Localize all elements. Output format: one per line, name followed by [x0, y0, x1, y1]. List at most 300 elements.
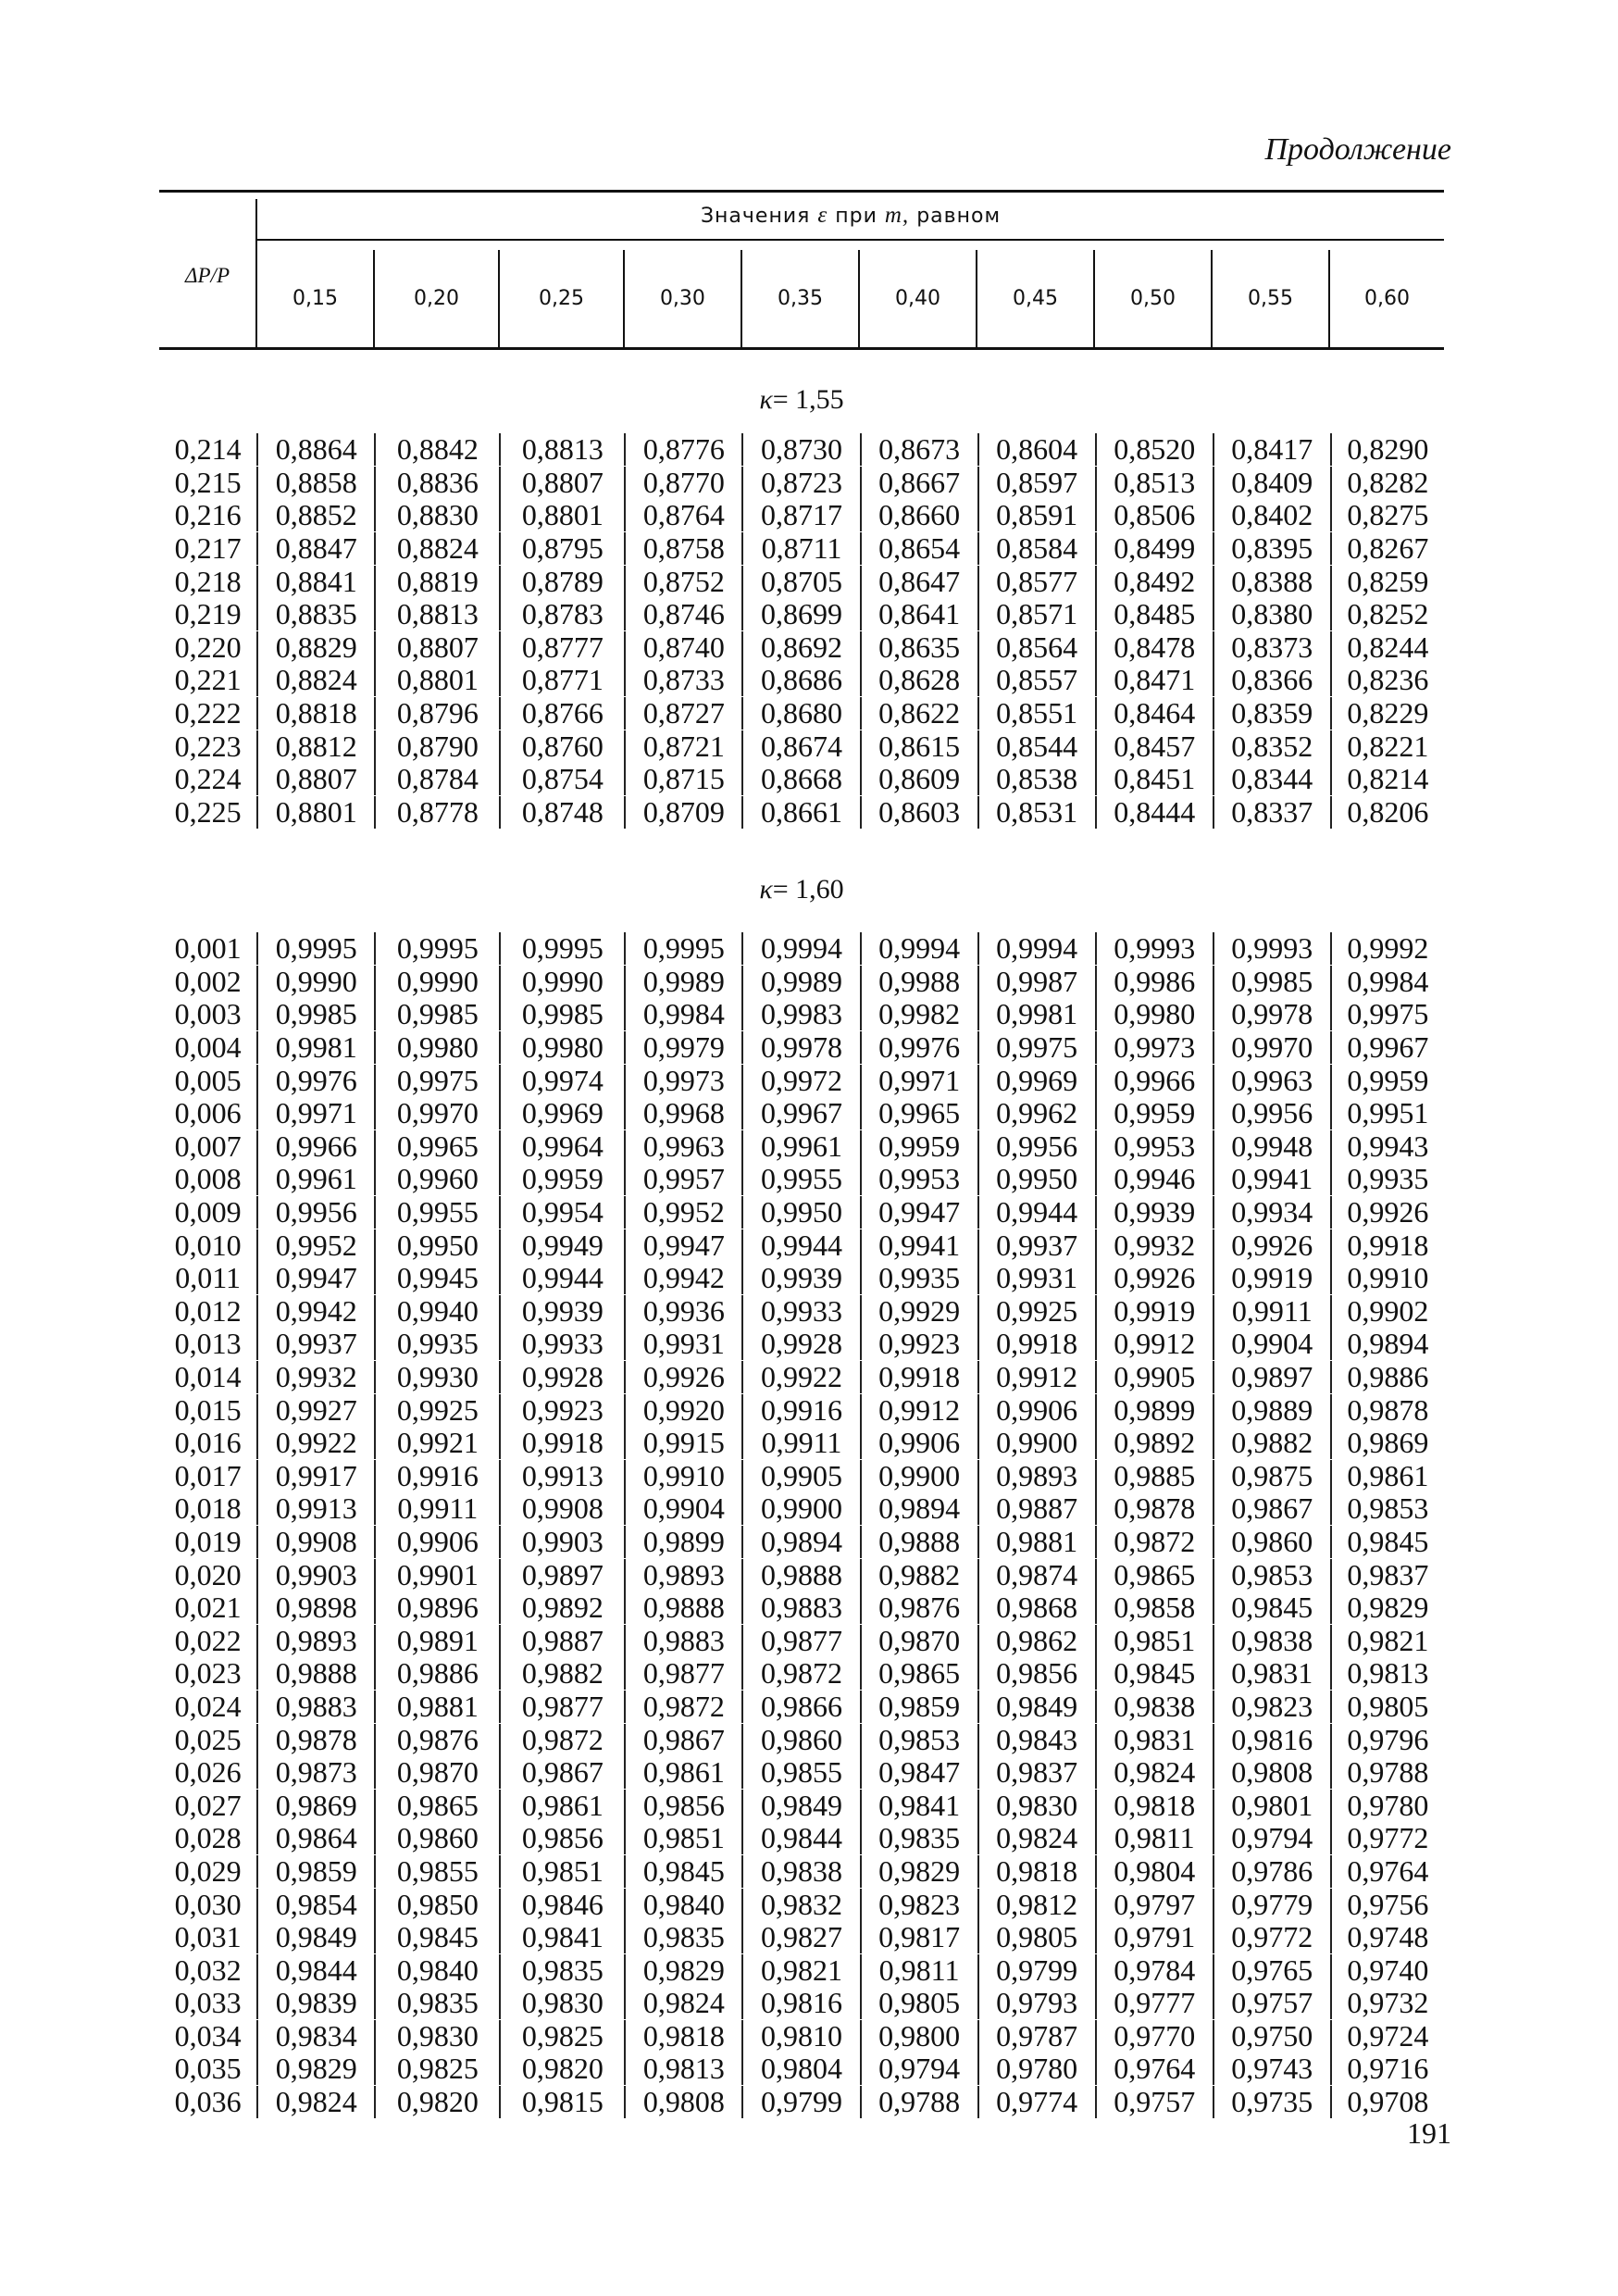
value-cell: 0,9948	[1213, 1130, 1330, 1163]
value-cell: 0,9891	[374, 1625, 499, 1657]
value-cell: 0,9799	[741, 2086, 859, 2118]
value-cell: 0,9932	[256, 1361, 374, 1393]
value-cell: 0,9972	[741, 1065, 859, 1097]
row-key-cell: 0,001	[174, 931, 242, 966]
value-cell: 0,9973	[624, 1065, 741, 1097]
value-cell: 0,8783	[499, 598, 624, 630]
value-cell: 0,9808	[1213, 1756, 1330, 1789]
value-cell: 0,8660	[860, 499, 977, 531]
value-cell: 0,8409	[1213, 467, 1330, 499]
value-cell: 0,9800	[860, 2020, 977, 2053]
value-cell: 0,8352	[1213, 730, 1330, 763]
value-cell: 0,9824	[1095, 1756, 1213, 1789]
value-cell: 0,8290	[1330, 433, 1444, 466]
value-cell: 0,9885	[1095, 1460, 1213, 1492]
value-cell: 0,8824	[374, 532, 499, 565]
value-cell: 0,9965	[374, 1130, 499, 1163]
value-cell: 0,9862	[977, 1625, 1095, 1657]
table-row	[159, 1691, 1444, 1724]
value-cell: 0,8740	[624, 631, 741, 664]
value-cell: 0,9772	[1213, 1921, 1330, 1953]
value-cell: 0,9953	[1095, 1130, 1213, 1163]
table-row	[159, 1987, 1444, 2020]
value-cell: 0,9846	[499, 1889, 624, 1921]
value-cell: 0,9994	[741, 932, 859, 965]
value-cell: 0,9911	[741, 1427, 859, 1459]
value-cell: 0,8591	[977, 499, 1095, 531]
row-key-cell: 0,215	[174, 465, 242, 499]
value-cell: 0,9935	[374, 1328, 499, 1360]
value-cell: 0,9889	[1213, 1394, 1330, 1427]
value-cell: 0,9855	[741, 1756, 859, 1789]
section-title-kappa-1-60	[159, 874, 1444, 905]
value-cell: 0,8236	[1330, 664, 1444, 696]
value-cell: 0,9818	[1095, 1790, 1213, 1822]
value-cell: 0,9941	[860, 1229, 977, 1262]
row-key-cell: 0,222	[174, 696, 242, 730]
m-header-cell: 0,20	[375, 250, 500, 347]
value-cell: 0,9824	[624, 1987, 741, 2019]
value-cell: 0,9939	[499, 1295, 624, 1328]
row-key-cell: 0,003	[174, 997, 242, 1031]
table-row	[159, 1526, 1444, 1559]
value-cell: 0,9845	[1213, 1591, 1330, 1624]
value-cell: 0,9968	[624, 1097, 741, 1129]
value-cell: 0,9820	[374, 2086, 499, 2118]
value-cell: 0,9859	[860, 1691, 977, 1723]
value-cell: 0,9787	[977, 2020, 1095, 2053]
value-cell: 0,9990	[499, 966, 624, 998]
value-cell: 0,9908	[499, 1492, 624, 1525]
row-key-cell: 0,214	[174, 432, 242, 467]
value-cell: 0,9919	[1213, 1262, 1330, 1294]
value-cell: 0,9831	[1095, 1724, 1213, 1756]
value-cell: 0,9877	[741, 1625, 859, 1657]
value-cell: 0,9971	[256, 1097, 374, 1129]
value-cell: 0,9929	[860, 1295, 977, 1328]
value-cell: 0,9916	[374, 1460, 499, 1492]
value-cell: 0,9985	[499, 998, 624, 1030]
value-cell: 0,8661	[741, 796, 859, 829]
m-header-cell: 0,35	[742, 250, 860, 347]
value-cell: 0,9905	[1095, 1361, 1213, 1393]
table-row	[159, 1723, 1444, 1756]
row-key-cell: 0,026	[174, 1755, 242, 1790]
value-cell: 0,9851	[499, 1855, 624, 1888]
value-cell: 0,9829	[624, 1954, 741, 1987]
value-cell: 0,9957	[624, 1163, 741, 1195]
value-cell: 0,9757	[1213, 1987, 1330, 2019]
value-cell: 0,8668	[741, 763, 859, 795]
value-cell: 0,9843	[977, 1724, 1095, 1756]
value-cell: 0,9994	[860, 932, 977, 965]
value-cell: 0,9922	[741, 1361, 859, 1393]
row-key-cell: 0,218	[174, 564, 242, 598]
value-cell: 0,9796	[1330, 1724, 1444, 1756]
value-cell: 0,9906	[860, 1427, 977, 1459]
value-cell: 0,8538	[977, 763, 1095, 795]
row-key-cell: 0,032	[174, 1953, 242, 1987]
table-row	[159, 998, 1444, 1031]
value-cell: 0,9892	[499, 1591, 624, 1624]
value-cell: 0,9877	[624, 1657, 741, 1690]
row-key-cell: 0,031	[174, 1920, 242, 1954]
value-cell: 0,9896	[374, 1591, 499, 1624]
value-cell: 0,8801	[374, 664, 499, 696]
value-cell: 0,8444	[1095, 796, 1213, 829]
value-cell: 0,9950	[741, 1196, 859, 1229]
value-cell: 0,9805	[977, 1921, 1095, 1953]
value-cell: 0,9912	[1095, 1328, 1213, 1360]
value-cell: 0,9799	[977, 1954, 1095, 1987]
value-cell: 0,8673	[860, 433, 977, 466]
value-cell: 0,8674	[741, 730, 859, 763]
value-cell: 0,9820	[499, 2053, 624, 2085]
value-cell: 0,9886	[374, 1657, 499, 1690]
value-cell: 0,9900	[977, 1427, 1095, 1459]
value-cell: 0,9869	[256, 1790, 374, 1822]
value-cell: 0,8544	[977, 730, 1095, 763]
value-cell: 0,8852	[256, 499, 374, 531]
value-cell: 0,9918	[1330, 1229, 1444, 1262]
value-cell: 0,9835	[860, 1822, 977, 1854]
value-cell: 0,8275	[1330, 499, 1444, 531]
value-cell: 0,8603	[860, 796, 977, 829]
table-row	[159, 1427, 1444, 1460]
value-cell: 0,8680	[741, 697, 859, 730]
row-key-cell: 0,020	[174, 1557, 242, 1591]
value-cell: 0,9875	[1213, 1460, 1330, 1492]
value-cell: 0,9985	[374, 998, 499, 1030]
value-cell: 0,9860	[741, 1724, 859, 1756]
value-cell: 0,8733	[624, 664, 741, 696]
value-cell: 0,9930	[374, 1361, 499, 1393]
value-cell: 0,9984	[624, 998, 741, 1030]
value-cell: 0,9945	[374, 1262, 499, 1294]
value-cell: 0,8758	[624, 532, 741, 565]
value-cell: 0,9860	[374, 1822, 499, 1854]
value-cell: 0,8754	[499, 763, 624, 795]
value-cell: 0,9835	[499, 1954, 624, 1987]
value-cell: 0,9935	[860, 1262, 977, 1294]
value-cell: 0,8344	[1213, 763, 1330, 795]
value-cell: 0,8752	[624, 566, 741, 598]
value-cell: 0,9708	[1330, 2086, 1444, 2118]
value-cell: 0,9824	[256, 2086, 374, 2118]
value-cell: 0,9892	[1095, 1427, 1213, 1459]
value-cell: 0,9888	[741, 1559, 859, 1591]
values-caption	[257, 203, 1444, 229]
value-cell: 0,8723	[741, 467, 859, 499]
value-cell: 0,9805	[1330, 1691, 1444, 1723]
value-cell: 0,9987	[977, 966, 1095, 998]
table-row	[159, 532, 1444, 566]
value-cell: 0,8551	[977, 697, 1095, 730]
value-cell: 0,9876	[374, 1724, 499, 1756]
value-cell: 0,9980	[374, 1031, 499, 1064]
value-cell: 0,9975	[977, 1031, 1095, 1064]
value-cell: 0,9947	[624, 1229, 741, 1262]
value-cell: 0,9831	[1213, 1657, 1330, 1690]
value-cell: 0,9877	[499, 1691, 624, 1723]
value-cell: 0,9853	[1213, 1559, 1330, 1591]
table-row	[159, 467, 1444, 500]
value-cell: 0,9794	[860, 2053, 977, 2085]
value-cell: 0,8337	[1213, 796, 1330, 829]
value-cell: 0,9829	[860, 1855, 977, 1888]
value-cell: 0,9770	[1095, 2020, 1213, 2053]
value-cell: 0,9838	[1095, 1691, 1213, 1723]
value-cell: 0,9967	[1330, 1031, 1444, 1064]
table-row	[159, 1953, 1444, 1987]
value-cell: 0,9882	[860, 1559, 977, 1591]
value-cell: 0,9853	[1330, 1492, 1444, 1525]
value-cell: 0,9816	[1213, 1724, 1330, 1756]
value-cell: 0,9971	[860, 1065, 977, 1097]
value-cell: 0,8801	[256, 796, 374, 829]
value-cell: 0,9750	[1213, 2020, 1330, 2053]
value-cell: 0,9872	[1095, 1526, 1213, 1558]
row-key-cell: 0,223	[174, 729, 242, 763]
value-cell: 0,8784	[374, 763, 499, 795]
value-cell: 0,8830	[374, 499, 499, 531]
value-cell: 0,9932	[1095, 1229, 1213, 1262]
row-key-cell: 0,216	[174, 498, 242, 532]
value-cell: 0,9903	[256, 1559, 374, 1591]
value-cell: 0,8564	[977, 631, 1095, 664]
value-cell: 0,9867	[499, 1756, 624, 1789]
value-cell: 0,9845	[374, 1921, 499, 1953]
value-cell: 0,9849	[741, 1790, 859, 1822]
value-cell: 0,9844	[741, 1822, 859, 1854]
value-cell: 0,8711	[741, 532, 859, 565]
value-cell: 0,9911	[1213, 1295, 1330, 1328]
value-cell: 0,8717	[741, 499, 859, 531]
row-key-cell: 0,011	[175, 1261, 242, 1295]
value-cell: 0,9985	[1213, 966, 1330, 998]
row-key-cell: 0,027	[174, 1788, 242, 1822]
caption-epsilon: ε	[817, 203, 828, 228]
value-cell: 0,9944	[741, 1229, 859, 1262]
value-cell: 0,9906	[977, 1394, 1095, 1427]
value-cell: 0,8282	[1330, 467, 1444, 499]
value-cell: 0,9838	[741, 1855, 859, 1888]
value-cell: 0,9788	[860, 2086, 977, 2118]
value-cell: 0,8531	[977, 796, 1095, 829]
value-cell: 0,9918	[977, 1328, 1095, 1360]
row-key-cell: 0,217	[174, 531, 242, 566]
value-cell: 0,9868	[977, 1591, 1095, 1624]
row-key-cell: 0,016	[174, 1426, 242, 1460]
value-cell: 0,8789	[499, 566, 624, 598]
value-cell: 0,9980	[499, 1031, 624, 1064]
value-cell: 0,9859	[256, 1855, 374, 1888]
value-cell: 0,9900	[741, 1492, 859, 1525]
value-cell: 0,9897	[499, 1559, 624, 1591]
table-row	[159, 499, 1444, 532]
value-cell: 0,9821	[741, 1954, 859, 1987]
table-row	[159, 631, 1444, 665]
value-cell: 0,8478	[1095, 631, 1213, 664]
value-cell: 0,8641	[860, 598, 977, 630]
value-cell: 0,9851	[1095, 1625, 1213, 1657]
table-row	[159, 730, 1444, 763]
value-cell: 0,8366	[1213, 664, 1330, 696]
table-block-kappa-1-55	[159, 433, 1444, 829]
value-cell: 0,8796	[374, 697, 499, 730]
row-key-cell: 0,006	[174, 1096, 242, 1130]
row-key-cell: 0,033	[174, 1986, 242, 2020]
value-cell: 0,8709	[624, 796, 741, 829]
value-cell: 0,8380	[1213, 598, 1330, 630]
value-cell: 0,9974	[499, 1065, 624, 1097]
value-cell: 0,9866	[741, 1691, 859, 1723]
value-cell: 0,8692	[741, 631, 859, 664]
value-cell: 0,9808	[624, 2086, 741, 2118]
value-cell: 0,9994	[977, 932, 1095, 965]
value-cell: 0,9840	[624, 1889, 741, 1921]
value-cell: 0,9922	[256, 1427, 374, 1459]
row-key-cell: 0,030	[174, 1887, 242, 1921]
value-cell: 0,9810	[741, 2020, 859, 2053]
row-key-cell: 0,009	[174, 1195, 242, 1229]
value-cell: 0,9975	[1330, 998, 1444, 1030]
caption-middle: при	[835, 205, 877, 228]
value-cell: 0,9970	[1213, 1031, 1330, 1064]
value-cell: 0,9899	[624, 1526, 741, 1558]
value-cell: 0,9959	[1330, 1065, 1444, 1097]
value-cell: 0,8520	[1095, 433, 1213, 466]
value-cell: 0,9982	[860, 998, 977, 1030]
value-cell: 0,9882	[1213, 1427, 1330, 1459]
value-cell: 0,9949	[499, 1229, 624, 1262]
value-cell: 0,8807	[374, 631, 499, 664]
value-cell: 0,9990	[374, 966, 499, 998]
value-cell: 0,9824	[977, 1822, 1095, 1854]
value-cell: 0,8864	[256, 433, 374, 466]
value-cell: 0,9825	[499, 2020, 624, 2053]
value-cell: 0,9834	[256, 2020, 374, 2053]
value-cell: 0,8818	[256, 697, 374, 730]
value-cell: 0,9856	[499, 1822, 624, 1854]
value-cell: 0,9894	[1330, 1328, 1444, 1360]
value-cell: 0,9981	[977, 998, 1095, 1030]
table-row	[159, 1393, 1444, 1427]
value-cell: 0,9743	[1213, 2053, 1330, 2085]
value-cell: 0,9839	[256, 1987, 374, 2019]
value-cell: 0,9851	[624, 1822, 741, 1854]
value-cell: 0,9956	[1213, 1097, 1330, 1129]
value-cell: 0,9928	[741, 1328, 859, 1360]
row-key-cell: 0,010	[174, 1228, 242, 1262]
table-row	[159, 1624, 1444, 1657]
kappa-symbol: κ	[759, 874, 773, 905]
row-key-cell: 0,021	[174, 1591, 242, 1625]
value-cell: 0,9902	[1330, 1295, 1444, 1328]
value-cell: 0,9764	[1330, 1855, 1444, 1888]
value-cell: 0,8417	[1213, 433, 1330, 466]
row-key-cell: 0,224	[174, 762, 242, 796]
value-cell: 0,9888	[624, 1591, 741, 1624]
value-cell: 0,9950	[374, 1229, 499, 1262]
value-cell: 0,9772	[1330, 1822, 1444, 1854]
value-cell: 0,8699	[741, 598, 859, 630]
m-header-cell: 0,50	[1095, 250, 1213, 347]
table-row	[159, 1031, 1444, 1065]
value-cell: 0,9969	[977, 1065, 1095, 1097]
table-row	[159, 1229, 1444, 1262]
row-key-cell: 0,028	[174, 1821, 242, 1855]
dp-over-p-header: ΔP/P	[185, 264, 230, 287]
value-cell: 0,8795	[499, 532, 624, 565]
value-cell: 0,8244	[1330, 631, 1444, 664]
value-cell: 0,9829	[256, 2053, 374, 2085]
value-cell: 0,9962	[977, 1097, 1095, 1129]
value-cell: 0,9995	[624, 932, 741, 965]
value-cell: 0,9923	[860, 1328, 977, 1360]
value-cell: 0,8395	[1213, 532, 1330, 565]
table-row	[159, 1492, 1444, 1526]
caption-prefix: Значения	[700, 205, 811, 228]
value-cell: 0,9917	[256, 1460, 374, 1492]
value-cell: 0,9984	[1330, 966, 1444, 998]
row-key-cell: 0,012	[174, 1293, 242, 1328]
value-cell: 0,9786	[1213, 1855, 1330, 1888]
value-cell: 0,9832	[741, 1889, 859, 1921]
table-row	[159, 2053, 1444, 2086]
value-cell: 0,9980	[1095, 998, 1213, 1030]
value-cell: 0,9918	[860, 1361, 977, 1393]
value-cell: 0,8451	[1095, 763, 1213, 795]
value-cell: 0,9853	[860, 1724, 977, 1756]
value-cell: 0,9913	[256, 1492, 374, 1525]
value-cell: 0,9905	[741, 1460, 859, 1492]
value-cell: 0,9724	[1330, 2020, 1444, 2053]
value-cell: 0,8829	[256, 631, 374, 664]
m-header-cell: 0,15	[257, 250, 375, 347]
continuation-label: Продолжение	[1264, 132, 1451, 167]
table-row	[159, 1657, 1444, 1691]
value-cell: 0,9777	[1095, 1987, 1213, 2019]
value-cell: 0,9964	[499, 1130, 624, 1163]
page-number: 191	[1407, 2116, 1451, 2150]
value-cell: 0,9910	[1330, 1262, 1444, 1294]
value-cell: 0,8252	[1330, 598, 1444, 630]
value-cell: 0,9732	[1330, 1987, 1444, 2019]
value-cell: 0,8485	[1095, 598, 1213, 630]
value-cell: 0,8842	[374, 433, 499, 466]
value-cell: 0,9876	[860, 1591, 977, 1624]
row-key-cell: 0,007	[174, 1129, 242, 1163]
value-cell: 0,9883	[741, 1591, 859, 1624]
value-cell: 0,9940	[374, 1295, 499, 1328]
value-cell: 0,9927	[256, 1394, 374, 1427]
value-cell: 0,9854	[256, 1889, 374, 1921]
table-row	[159, 1921, 1444, 1954]
value-cell: 0,8259	[1330, 566, 1444, 598]
value-cell: 0,9735	[1213, 2086, 1330, 2118]
value-cell: 0,9942	[624, 1262, 741, 1294]
value-cell: 0,9926	[1095, 1262, 1213, 1294]
value-cell: 0,9816	[741, 1987, 859, 2019]
row-key-cell: 0,029	[174, 1853, 242, 1888]
table-row	[159, 433, 1444, 467]
value-cell: 0,9903	[499, 1526, 624, 1558]
row-key-cell: 0,034	[174, 2018, 242, 2053]
value-cell: 0,8654	[860, 532, 977, 565]
value-cell: 0,9823	[1213, 1691, 1330, 1723]
value-cell: 0,9988	[860, 966, 977, 998]
